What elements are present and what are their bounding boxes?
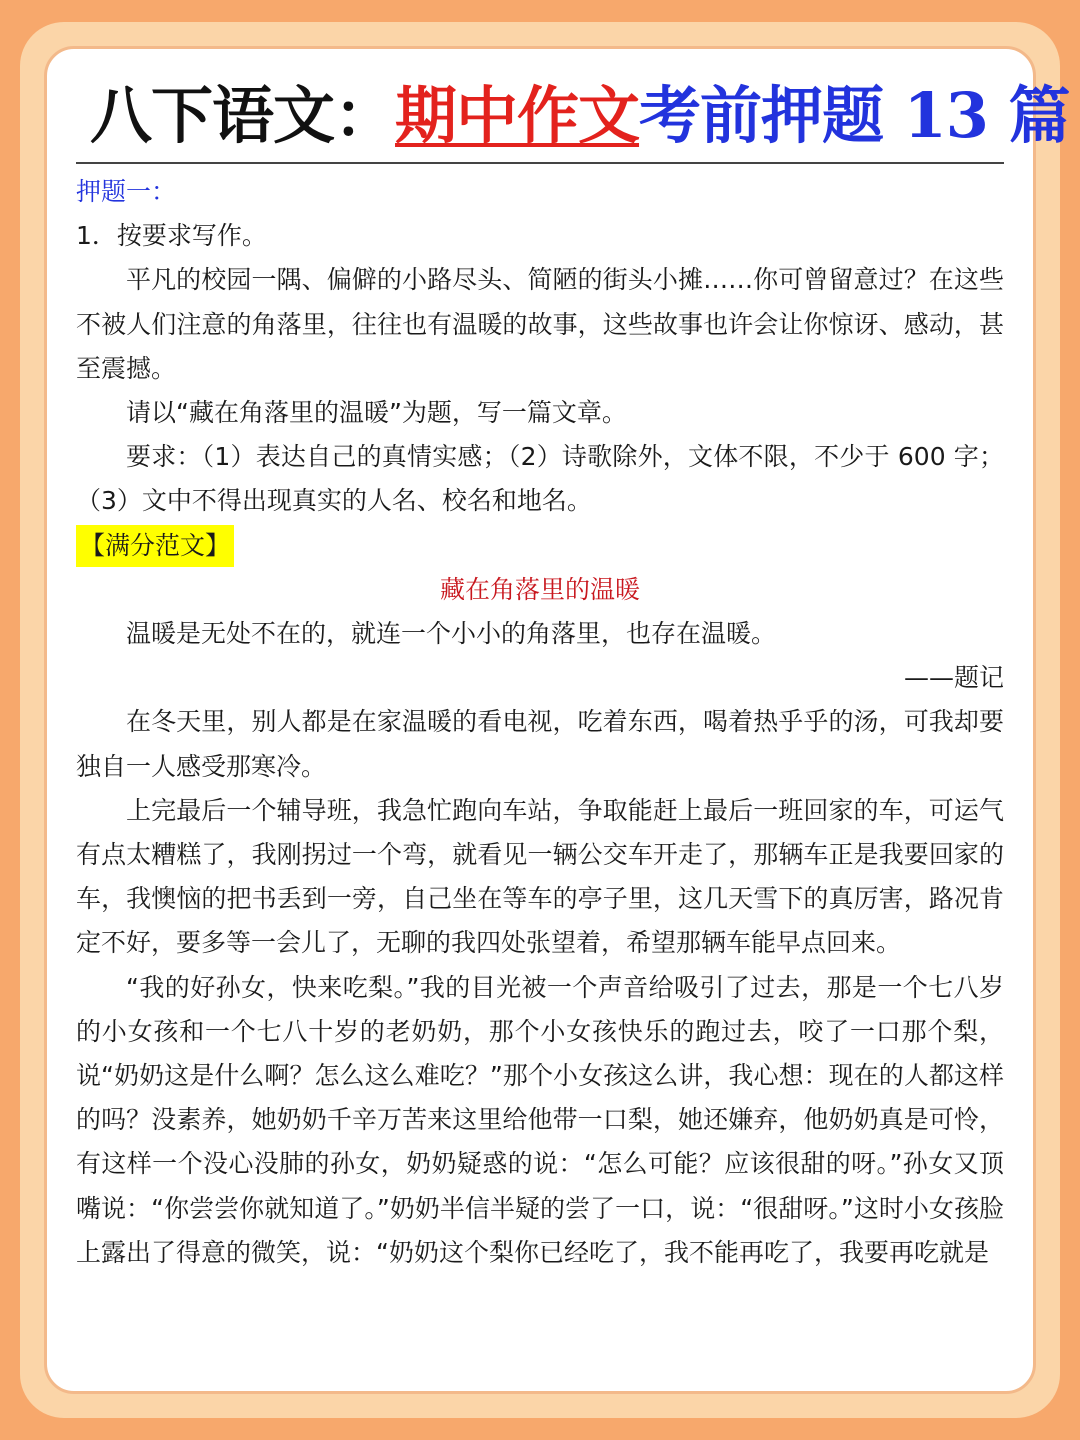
- page-title: [90, 76, 1070, 156]
- question-number: 1．按要求写作。: [76, 221, 267, 251]
- title-part-subject: 八下语文：: [90, 79, 396, 152]
- essay-title: 藏在角落里的温暖: [439, 574, 640, 604]
- model-essay-tag: 【满分范文】: [76, 525, 234, 567]
- prompt-requirements: 要求：（1）表达自己的真情实感；（2）诗歌除外，文体不限，不少于 600 字；（3）文中不得出现真实的人名、校名和地名。: [76, 442, 1004, 516]
- essay-paragraph: 在冬天里，别人都是在家温暖的看电视，吃着东西，喝着热乎乎的汤，可我却要独自一人感受那寒冷。: [76, 707, 1004, 781]
- prompt-paragraph: 平凡的校园一隅、偏僻的小路尽头、简陋的街头小摊……你可曾留意过？在这些不被人们注意的角落里，往往也有温暖的故事，这些故事也许会让你惊讶、感动，甚至震撼。: [76, 265, 1004, 383]
- epigraph-source: ——题记: [903, 663, 1004, 693]
- essay-paragraph: “我的好孙女，快来吃梨。”我的目光被一个声音给吸引了过去，那是一个七八岁的小女孩和一个七八十岁的老奶奶，那个小女孩快乐的跑过去，咬了一口那个梨，说“奶奶这是什么啊？怎么这么难吃？”那个小女孩这么讲，我心想：现在的人都这样的吗？没素养，她奶奶千辛万苦来这里给他带一口梨，她还嫌弃，他奶奶真是可怜，有这样一个没心没肺的孙女，奶奶疑惑的说：“怎么可能？应该很甜的呀。”孙女又顶嘴说：“你尝尝你就知道了。”奶奶半信半疑的尝了一口，说：“很甜呀。”这时小女孩脸上露出了得意的微笑，说：“奶奶这个梨你已经吃了，我不能再吃了，我要再吃就是: [76, 972, 1004, 1267]
- epigraph: 温暖是无处不在的，就连一个小小的角落里，也存在温暖。: [126, 619, 777, 649]
- section-label: 押题一：: [76, 177, 177, 206]
- title-divider: [76, 162, 1004, 164]
- title-part-highlight: 期中作文: [395, 79, 640, 152]
- document-body: [76, 170, 1004, 1275]
- title-part-count: 考前押题 13 篇: [639, 79, 1070, 152]
- essay-paragraph: 上完最后一个辅导班，我急忙跑向车站，争取能赶上最后一班回家的车，可运气有点太糟糕了，我刚拐过一个弯，就看见一辆公交车开走了，那辆车正是我要回家的车，我懊恼的把书丢到一旁，自己坐在等车的亭子里，这几天雪下的真厉害，路况肯定不好，要多等一会儿了，无聊的我四处张望着，希望那辆车能早点回来。: [76, 795, 1004, 958]
- prompt-paragraph: 请以“藏在角落里的温暖”为题，写一篇文章。: [126, 398, 627, 428]
